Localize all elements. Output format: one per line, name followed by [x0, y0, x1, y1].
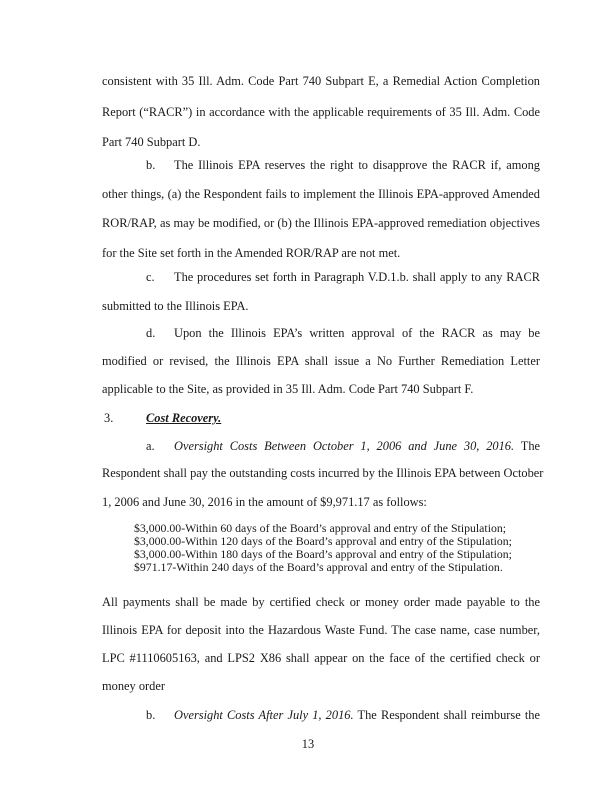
text-line: All payments shall be made by certified check or money order made payable to the [102, 595, 540, 609]
payment-schedule-item: $3,000.00-Within 60 days of the Board’s approval and entry of the Stipulation; [134, 521, 507, 535]
text-line: The Illinois EPA reserves the right to disapprove the RACR if, among [174, 158, 540, 172]
text-line: Upon the Illinois EPA’s written approval of the RACR as may be [174, 326, 540, 340]
text-line: modified or revised, the Illinois EPA shall issue a No Further Remediation Letter [102, 354, 540, 368]
text-line: submitted to the Illinois EPA. [102, 299, 249, 313]
text-line: Respondent shall pay the outstanding costs incurred by the Illinois EPA between October [102, 466, 544, 480]
text-line: applicable to the Site, as provided in 35 Ill. Adm. Code Part 740 Subpart F. [102, 382, 474, 396]
item-label-b: b. [146, 158, 156, 172]
section-heading: Cost Recovery. [146, 411, 222, 425]
text-line: Report (“RACR”) in accordance with the applicable requirements of 35 Ill. Adm. Code [102, 105, 540, 119]
text-line: consistent with 35 Ill. Adm. Code Part 740 Subpart E, a Remedial Action Completion [102, 74, 540, 88]
subheading-oversight-costs-after: Oversight Costs After July 1, 2016. [174, 708, 354, 722]
item-label-a: a. [146, 439, 155, 453]
text-line: LPC #1110605163, and LPS2 X86 shall appear on the face of the certified check or [102, 651, 540, 665]
text-line [174, 438, 540, 454]
payment-schedule-item: $971.17-Within 240 days of the Board’s approval and entry of the Stipulation. [134, 560, 503, 574]
text-line: for the Site set forth in the Amended ROR/RAP are not met. [102, 246, 401, 260]
text-line [174, 707, 540, 723]
payment-schedule-item: $3,000.00-Within 120 days of the Board’s approval and entry of the Stipulation; [134, 534, 512, 548]
payment-schedule-item: $3,000.00-Within 180 days of the Board’s approval and entry of the Stipulation; [134, 547, 512, 561]
item-label-d: d. [146, 326, 156, 340]
text-line: 1, 2006 and June 30, 2016 in the amount of $9,971.17 as follows: [102, 495, 427, 509]
section-number: 3. [104, 411, 114, 425]
text-line: ROR/RAP, as may be modified, or (b) the Illinois EPA-approved remediation objectives [102, 216, 540, 230]
text-line: other things, (a) the Respondent fails to implement the Illinois EPA-approved Amended [102, 187, 540, 201]
text-fragment: The [520, 439, 541, 453]
text-line: The procedures set forth in Paragraph V.D.1.b. shall apply to any RACR [174, 270, 540, 284]
text-line: Part 740 Subpart D. [102, 135, 201, 149]
item-label-b-second: b. [146, 708, 156, 722]
page-number: 13 [301, 737, 315, 751]
text-fragment: The Respondent shall reimburse the [357, 708, 541, 722]
subheading-oversight-costs-between: Oversight Costs Between October 1, 2006 and June 30, 2016. [174, 439, 515, 453]
text-line: Illinois EPA for deposit into the Hazardous Waste Fund. The case name, case number, [102, 623, 540, 637]
item-label-c: c. [146, 270, 155, 284]
text-line: money order [102, 679, 165, 693]
